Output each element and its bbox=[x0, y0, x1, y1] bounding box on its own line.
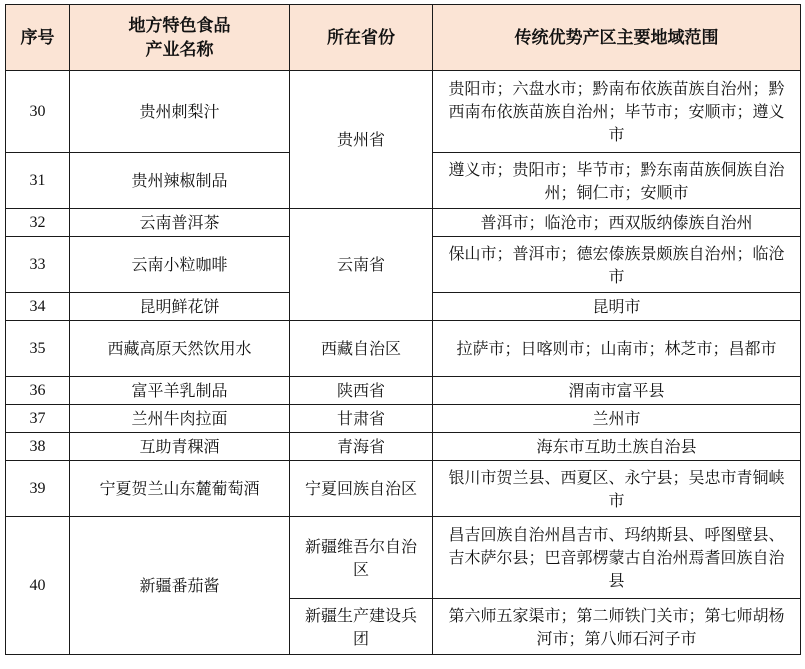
row-province: 陕西省 bbox=[290, 377, 433, 405]
table-row bbox=[6, 209, 801, 237]
row-seq: 33 bbox=[6, 237, 70, 293]
row-seq: 39 bbox=[6, 461, 70, 517]
header-seq: 序号 bbox=[6, 5, 70, 71]
row-province: 云南省 bbox=[290, 209, 433, 321]
row-seq: 40 bbox=[6, 517, 70, 655]
row-province: 青海省 bbox=[290, 433, 433, 461]
row-areas: 保山市；普洱市；德宏傣族景颇族自治州；临沧市 bbox=[433, 237, 801, 293]
header-row bbox=[6, 5, 801, 71]
row-seq: 34 bbox=[6, 293, 70, 321]
table-row bbox=[6, 71, 801, 153]
row-seq: 35 bbox=[6, 321, 70, 377]
row-product: 互助青稞酒 bbox=[70, 433, 290, 461]
row-areas: 海东市互助土族自治县 bbox=[433, 433, 801, 461]
row-province: 宁夏回族自治区 bbox=[290, 461, 433, 517]
row-areas: 遵义市；贵阳市；毕节市；黔东南苗族侗族自治州；铜仁市；安顺市 bbox=[433, 153, 801, 209]
row-product: 西藏高原天然饮用水 bbox=[70, 321, 290, 377]
row-seq: 30 bbox=[6, 71, 70, 153]
table-row bbox=[6, 517, 801, 599]
row-areas: 兰州市 bbox=[433, 405, 801, 433]
row-areas: 第六师五家渠市；第二师铁门关市；第七师胡杨河市；第八师石河子市 bbox=[433, 599, 801, 655]
table-row bbox=[6, 377, 801, 405]
row-province: 甘肃省 bbox=[290, 405, 433, 433]
row-areas: 普洱市；临沧市；西双版纳傣族自治州 bbox=[433, 209, 801, 237]
row-product: 云南普洱茶 bbox=[70, 209, 290, 237]
row-product: 富平羊乳制品 bbox=[70, 377, 290, 405]
header-areas: 传统优势产区主要地域范围 bbox=[433, 5, 801, 71]
row-product: 宁夏贺兰山东麓葡萄酒 bbox=[70, 461, 290, 517]
row-seq: 38 bbox=[6, 433, 70, 461]
row-product: 云南小粒咖啡 bbox=[70, 237, 290, 293]
row-province: 新疆生产建设兵团 bbox=[290, 599, 433, 655]
row-areas: 拉萨市；日喀则市；山南市；林芝市；昌都市 bbox=[433, 321, 801, 377]
row-province: 新疆维吾尔自治区 bbox=[290, 517, 433, 599]
row-product: 贵州辣椒制品 bbox=[70, 153, 290, 209]
row-product: 兰州牛肉拉面 bbox=[70, 405, 290, 433]
food-industry-table bbox=[5, 4, 801, 655]
table-row bbox=[6, 461, 801, 517]
row-areas: 贵阳市；六盘水市；黔南布依族苗族自治州；黔西南布依族苗族自治州；毕节市；安顺市；遵义市 bbox=[433, 71, 801, 153]
row-seq: 36 bbox=[6, 377, 70, 405]
table-row bbox=[6, 405, 801, 433]
row-seq: 32 bbox=[6, 209, 70, 237]
row-areas: 昌吉回族自治州昌吉市、玛纳斯县、呼图壁县、吉木萨尔县；巴音郭楞蒙古自治州焉耆回族自治县 bbox=[433, 517, 801, 599]
row-product: 新疆番茄酱 bbox=[70, 517, 290, 655]
row-seq: 37 bbox=[6, 405, 70, 433]
table-row bbox=[6, 321, 801, 377]
table-row bbox=[6, 433, 801, 461]
row-areas: 昆明市 bbox=[433, 293, 801, 321]
header-product: 地方特色食品 产业名称 bbox=[70, 5, 290, 71]
row-product: 贵州刺梨汁 bbox=[70, 71, 290, 153]
row-areas: 银川市贺兰县、西夏区、永宁县；吴忠市青铜峡市 bbox=[433, 461, 801, 517]
row-product: 昆明鲜花饼 bbox=[70, 293, 290, 321]
row-seq: 31 bbox=[6, 153, 70, 209]
header-province: 所在省份 bbox=[290, 5, 433, 71]
row-areas: 渭南市富平县 bbox=[433, 377, 801, 405]
row-province: 西藏自治区 bbox=[290, 321, 433, 377]
row-province: 贵州省 bbox=[290, 71, 433, 209]
